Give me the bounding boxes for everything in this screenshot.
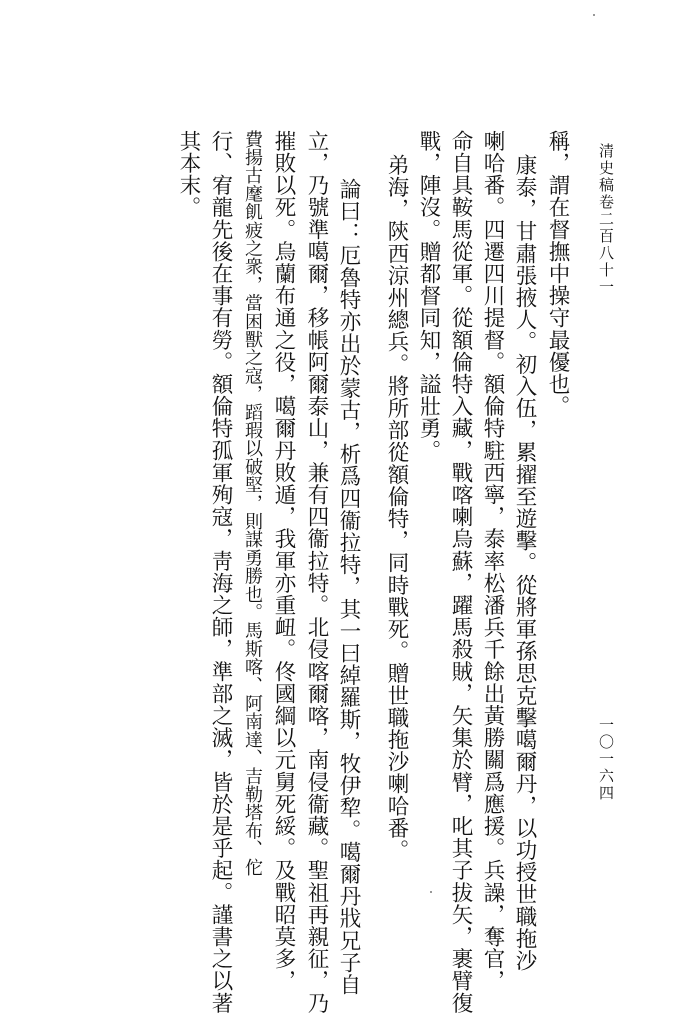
text-column-5: 戰，陣沒。贈都督同知，謚壯勇。 [416,130,441,462]
text-column-1: 稱，謂在督撫中操守最優也。 [545,130,570,418]
page-number: 一〇一六四 [597,717,615,802]
text-column-10: 費揚古麾飢疲之衆，當困獸之寇，蹈瑕以破堅，則謀勇勝也。馬斯喀、阿南達、吉勒塔布、佗 [242,130,263,877]
text-column-8: 立，乃號準噶爾，移帳阿爾泰山，兼有四衞拉特。北侵喀爾喀，南侵衞藏。聖祖再親征，乃 [304,130,329,1014]
text-column-9: 摧敗以死。烏蘭布通之役，噶爾丹敗遁，我軍亦重衄。佟國綱以元舅死綏。及戰昭莫多， [271,130,296,992]
text-column-12: 其本末。 [176,130,201,219]
text-column-4: 命自具鞍馬從軍。從額倫特入藏，戰喀喇烏蘇，躍馬殺賊，矢集於臂，叱其子拔矢，裹臂復 [448,130,473,1014]
text-column-7: 論曰：厄魯特亦出於蒙古，析爲四衞拉特，其一曰綽羅斯，牧伊犂。噶爾丹戕兄子自 [336,178,361,996]
text-column-3: 喇哈番。四遷四川提督。額倫特駐西寧，泰率松潘兵千餘出黃勝關爲應援。兵譟，奪官， [480,130,505,992]
text-column-11: 行、宥龍先後在事有勞。額倫特孤軍殉寇，靑海之師，準部之滅，皆於是乎起。謹書之以著 [208,130,233,1014]
text-column-6: 弟海，陝西涼州總兵。將所部從額倫特，同時戰死。贈世職拖沙喇哈番。 [384,154,409,862]
running-header: 清史稿卷二百八十一 [597,143,615,296]
scan-speck [593,14,595,16]
scan-speck [430,891,432,893]
text-column-2: 康泰，甘肅張掖人。初入伍，累擢至遊擊。從將軍孫思克擊噶爾丹，以功授世職拖沙 [512,154,537,972]
